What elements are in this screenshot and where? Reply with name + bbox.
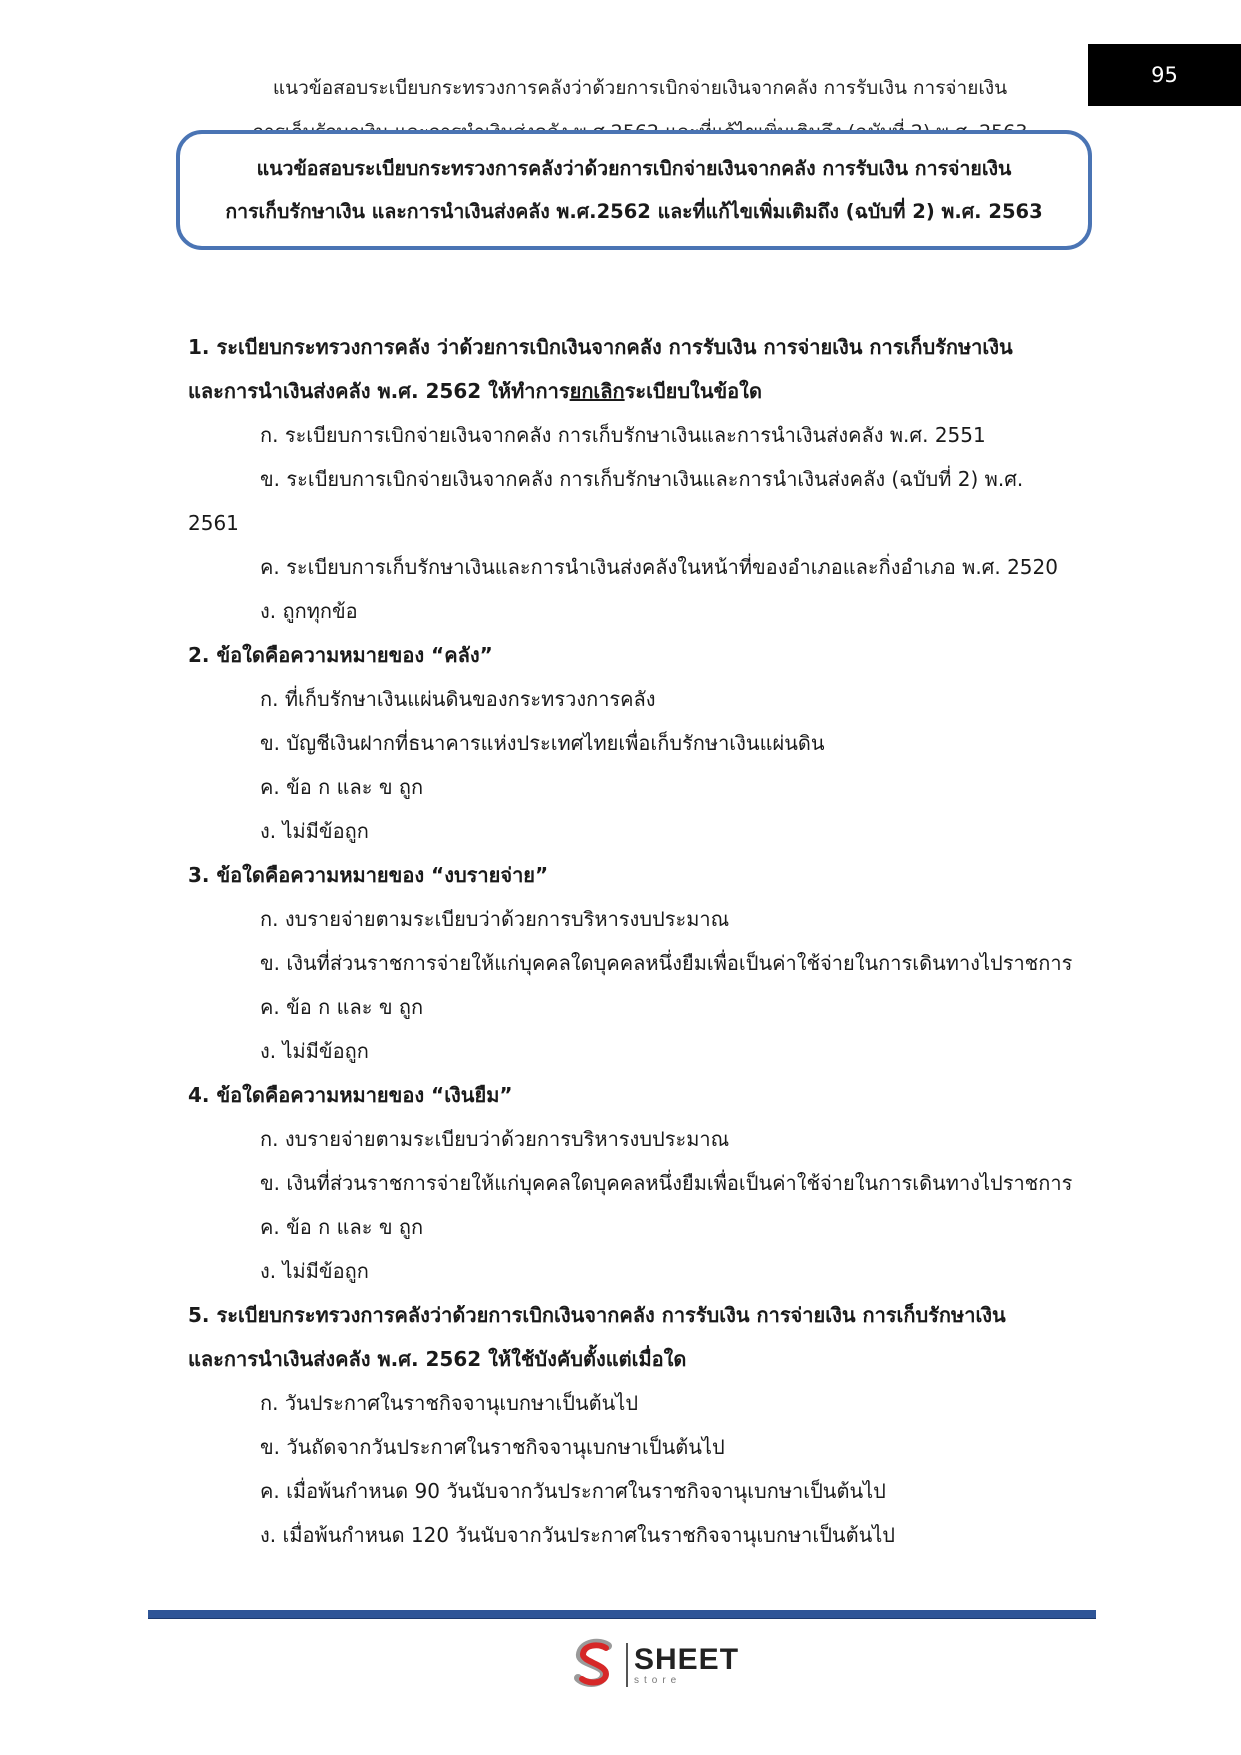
question-3-text: 3. ข้อใดคือความหมายของ “งบรายจ่าย”: [188, 863, 549, 887]
question-4-option-a: ก. งบรายจ่ายตามระเบียบว่าด้วยการบริหารงบประมาณ: [260, 1127, 730, 1151]
page-number: [1088, 44, 1241, 106]
logo-text: [634, 1642, 740, 1686]
question-2-option-b: ข. บัญชีเงินฝากที่ธนาคารแห่งประเทศไทยเพื่อเก็บรักษาเงินแผ่นดิน: [260, 731, 825, 755]
question-1-pre: และการนำเงินส่งคลัง พ.ศ. 2562 ให้ทำการ: [188, 379, 570, 403]
logo-word: SHEET: [634, 1642, 740, 1676]
question-2-text: 2. ข้อใดคือความหมายของ “คลัง”: [188, 643, 493, 667]
question-5-option-d: ง. เมื่อพ้นกำหนด 120 วันนับจากวันประกาศในราชกิจจานุเบกษาเป็นต้นไป: [260, 1523, 895, 1547]
question-3-option-a: ก. งบรายจ่ายตามระเบียบว่าด้วยการบริหารงบประมาณ: [260, 907, 730, 931]
question-3-option-c: ค. ข้อ ก และ ข ถูก: [260, 995, 424, 1019]
question-1-post: ระเบียบในข้อใด: [624, 379, 762, 403]
title-line-1: แนวข้อสอบระเบียบกระทรวงการคลังว่าด้วยการเบิกจ่ายเงินจากคลัง การรับเงิน การจ่ายเงิน: [256, 157, 1012, 180]
question-1-text: 1. ระเบียบกระทรวงการคลัง ว่าด้วยการเบิกเงินจากคลัง การรับเงิน การจ่ายเงิน การเก็บรักษาเงิน: [188, 335, 1013, 359]
question-4-option-c: ค. ข้อ ก และ ข ถูก: [260, 1215, 424, 1239]
question-1-underlined-word: ยกเลิก: [569, 379, 625, 403]
question-1-text-cont: [188, 369, 1088, 413]
logo-separator: [626, 1643, 628, 1687]
sheet-store-s-logo-icon: [570, 1638, 620, 1692]
question-4-text: 4. ข้อใดคือความหมายของ “เงินยืม”: [188, 1083, 513, 1107]
logo-sub: store: [634, 1674, 682, 1686]
question-2-option-d: ง. ไม่มีข้อถูก: [260, 819, 369, 843]
question-2-option-c: ค. ข้อ ก และ ข ถูก: [260, 775, 424, 799]
title-box: [176, 130, 1092, 250]
question-1-option-b: ข. ระเบียบการเบิกจ่ายเงินจากคลัง การเก็บรักษาเงินและการนำเงินส่งคลัง (ฉบับที่ 2) พ.ศ.: [260, 467, 1024, 491]
questions-section: [188, 325, 1088, 1557]
page-number-text: 95: [1151, 63, 1178, 87]
question-1-option-b-cont: 2561: [188, 511, 239, 535]
question-4-option-d: ง. ไม่มีข้อถูก: [260, 1259, 369, 1283]
question-3-option-d: ง. ไม่มีข้อถูก: [260, 1039, 369, 1063]
question-1-option-d: ง. ถูกทุกข้อ: [260, 599, 358, 623]
question-5-text-cont: และการนำเงินส่งคลัง พ.ศ. 2562 ให้ใช้บังคับตั้งแต่เมื่อใด: [188, 1347, 687, 1371]
question-5-option-b: ข. วันถัดจากวันประกาศในราชกิจจานุเบกษาเป็นต้นไป: [260, 1435, 725, 1459]
question-3-option-b: ข. เงินที่ส่วนราชการจ่ายให้แก่บุคคลใดบุคคลหนึ่งยืมเพื่อเป็นค่าใช้จ่ายในการเดินทางไปราชการ: [260, 951, 1073, 975]
question-1-option-a: ก. ระเบียบการเบิกจ่ายเงินจากคลัง การเก็บรักษาเงินและการนำเงินส่งคลัง พ.ศ. 2551: [260, 423, 986, 447]
question-5-option-c: ค. เมื่อพ้นกำหนด 90 วันนับจากวันประกาศในราชกิจจานุเบกษาเป็นต้นไป: [260, 1479, 886, 1503]
sheet-store-logo: [570, 1638, 739, 1692]
question-5-option-a: ก. วันประกาศในราชกิจจานุเบกษาเป็นต้นไป: [260, 1391, 639, 1415]
question-5-text: 5. ระเบียบกระทรวงการคลังว่าด้วยการเบิกเงินจากคลัง การรับเงิน การจ่ายเงิน การเก็บรักษาเงิน: [188, 1303, 1006, 1327]
running-header-line-1: แนวข้อสอบระเบียบกระทรวงการคลังว่าด้วยการเบิกจ่ายเงินจากคลัง การรับเงิน การจ่ายเงิน: [272, 77, 1008, 99]
question-2-option-a: ก. ที่เก็บรักษาเงินแผ่นดินของกระทรวงการคลัง: [260, 687, 656, 711]
question-1-option-c: ค. ระเบียบการเก็บรักษาเงินและการนำเงินส่งคลังในหน้าที่ของอำเภอและกิ่งอำเภอ พ.ศ. 2520: [260, 555, 1058, 579]
title-line-2: การเก็บรักษาเงิน และการนำเงินส่งคลัง พ.ศ.2562 และที่แก้ไขเพิ่มเติมถึง (ฉบับที่ 2) พ.ศ. 2563: [225, 200, 1043, 223]
question-4-option-b: ข. เงินที่ส่วนราชการจ่ายให้แก่บุคคลใดบุคคลหนึ่งยืมเพื่อเป็นค่าใช้จ่ายในการเดินทางไปราชการ: [260, 1171, 1073, 1195]
footer-rule: [148, 1610, 1096, 1619]
